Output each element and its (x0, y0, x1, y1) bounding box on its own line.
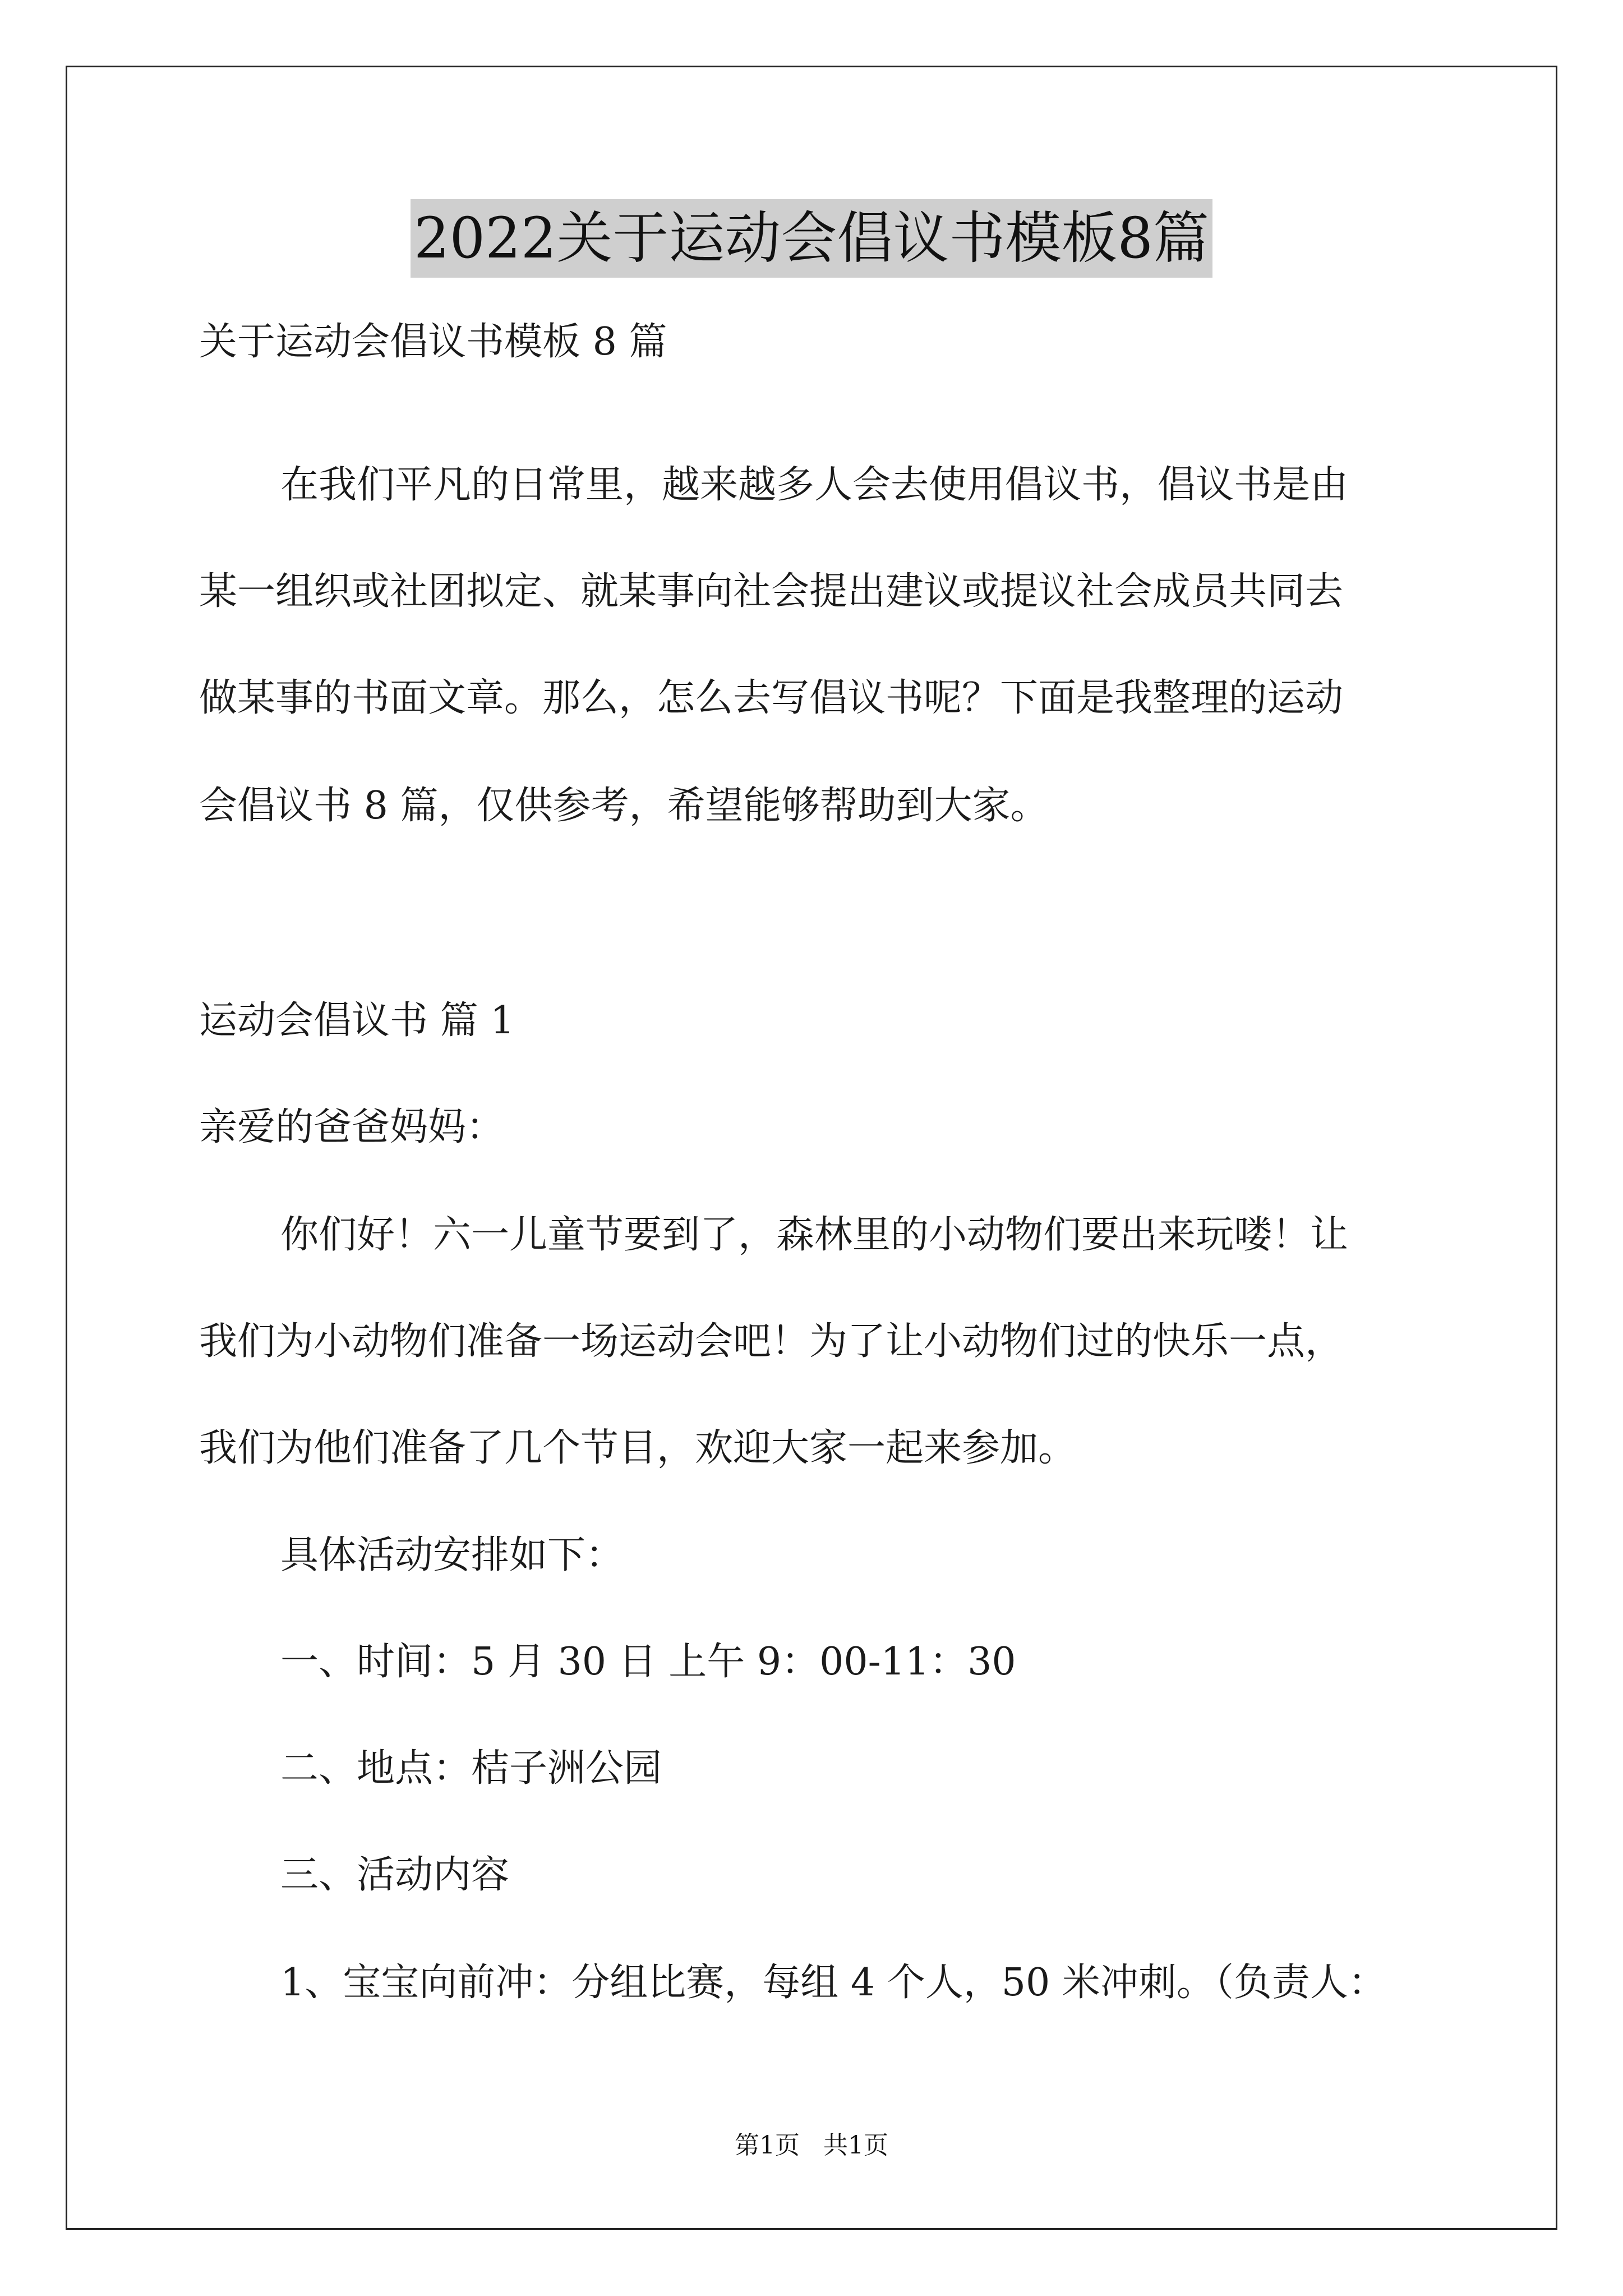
body-line-1: 你们好！六一儿童节要到了，森林里的小动物们要出来玩喽！让 (280, 1213, 1349, 1257)
list-item-location: 二、地点：桔子洲公园 (280, 1746, 662, 1791)
salutation: 亲爱的爸爸妈妈： (199, 1105, 505, 1149)
page-footer (0, 2129, 1623, 2162)
subtitle-line: 关于运动会倡议书模板 8 篇 (199, 320, 667, 364)
intro-line-3: 做某事的书面文章。那么，怎么去写倡议书呢？下面是我整理的运动 (199, 676, 1344, 720)
list-item-time: 一、时间：5 月 30 日 上午 9：00-11：30 (280, 1640, 1016, 1684)
list-item-content: 三、活动内容 (280, 1853, 510, 1897)
intro-line-2: 某一组织或社团拟定、就某事向社会提出建议或提议社会成员共同去 (199, 569, 1344, 614)
body-line-3: 我们为他们准备了几个节目，欢迎大家一起来参加。 (199, 1426, 1077, 1470)
list-item-activity-1: 1、宝宝向前冲：分组比赛，每组 4 个人，50 米冲刺。（负责人： (280, 1961, 1386, 2005)
section-heading: 运动会倡议书 篇 1 (199, 999, 515, 1043)
document-title: 2022关于运动会倡议书模板8篇 (411, 199, 1212, 278)
body-line-4: 具体活动安排如下： (280, 1533, 624, 1577)
intro-line-4: 会倡议书 8 篇，仅供参考，希望能够帮助到大家。 (199, 784, 1049, 828)
page-total: 共1页 (823, 2131, 888, 2160)
body-line-2: 我们为小动物们准备一场运动会吧！为了让小动物们过的快乐一点， (199, 1319, 1344, 1364)
intro-line-1: 在我们平凡的日常里，越来越多人会去使用倡议书，倡议书是由 (280, 463, 1349, 507)
page-number: 第1页 (735, 2131, 800, 2160)
title-wrap (0, 199, 1623, 278)
